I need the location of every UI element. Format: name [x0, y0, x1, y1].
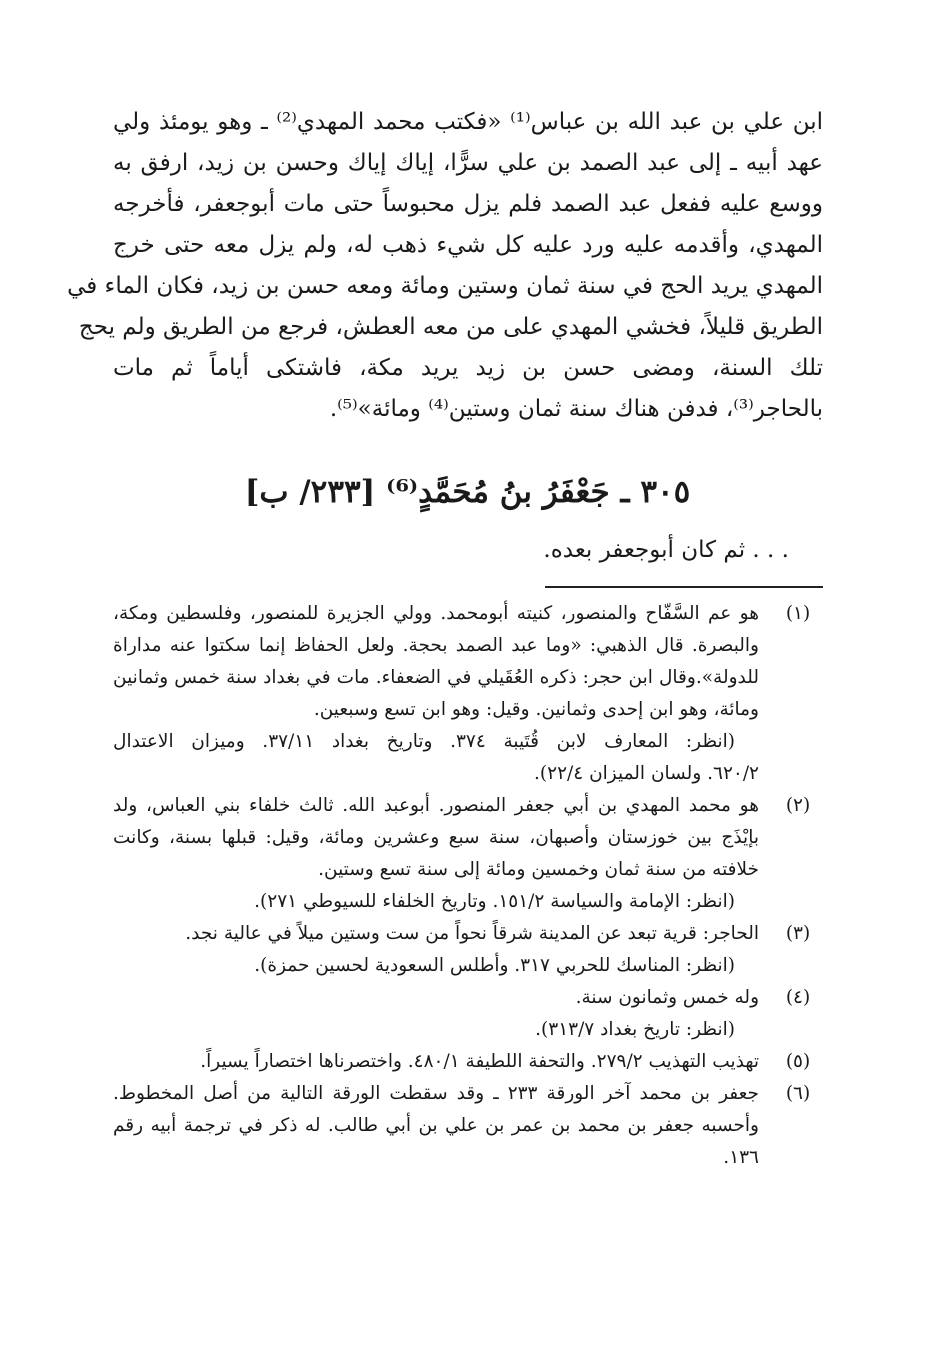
- footnotes-section: [113, 598, 823, 1174]
- footnote-3: [113, 918, 823, 982]
- footnote-line: تهذيب التهذيب ٢٧٩/٢. والتحفة اللطيفة ٤٨٠/١. واختصرناها اختصاراً يسيراً.: [200, 1051, 759, 1072]
- footnote-number: (٤): [785, 987, 811, 1008]
- footnote-number: (٦): [785, 1083, 811, 1104]
- footnote-line: ومائة، وهو ابن إحدى وثمانين. وقيل: وهو ابن تسع وسبعين.: [313, 699, 759, 720]
- footnote-source-line: (انظر: الإمامة والسياسة ١٥١/٢. وتاريخ الخلفاء للسيوطي ٢٧١).: [254, 891, 735, 912]
- footnote-line: هو محمد المهدي بن أبي جعفر المنصور. أبوعبد الله. ثالث خلفاء بني العباس، ولد: [113, 795, 759, 816]
- footnote-5: [113, 1046, 823, 1078]
- footnote-line: بإيْذَج بين خوزستان وأصبهان، سنة سبع وعشرين ومائة، وقيل: قبلها بسنة، وكانت: [113, 827, 759, 848]
- footnote-4: [113, 982, 823, 1046]
- main-text-line: الطريق قليلاً، فخشي المهدي على من معه العطش، فرجع من الطريق ولم يحج: [78, 314, 823, 340]
- main-text-line: تلك السنة، ومضى حسن بن زيد يريد مكة، فاشتكى أياماً ثم مات: [113, 355, 823, 381]
- footnote-divider: [545, 586, 823, 588]
- footnote-line: خلافته من سنة ثمان وخمسين ومائة إلى سنة تسع وستين.: [318, 859, 759, 880]
- footnote-line: وله خمس وثمانون سنة.: [575, 987, 759, 1008]
- footnote-source-line: (انظر: تاريخ بغداد ٣١٣/٧).: [535, 1019, 735, 1040]
- footnote-line: هو عم السَّفّاح والمنصور، كنيته أبومحمد. وولي الجزيرة للمنصور، وفلسطين ومكة،: [113, 603, 759, 624]
- footnote-line: وأحسبه جعفر بن محمد بن عمر بن علي بن أبي طالب. له ذكر في ترجمة أبيه رقم: [113, 1115, 759, 1136]
- footnote-line: والبصرة. قال الذهبي: «وما عبد الصمد بحجة. ولعل الحفاظ إنما سكتوا عنه مداراة: [113, 635, 759, 656]
- main-text-line: بالحاجر⁽³⁾، فدفن هناك سنة ثمان وستين⁽⁴⁾ ومائة»⁽⁵⁾.: [329, 396, 823, 422]
- main-text-line: ووسع عليه ففعل عبد الصمد فلم يزل محبوساً حتى مات أبوجعفر، فأخرجه: [113, 191, 823, 217]
- footnote-source-line: ٦٢٠/٢. ولسان الميزان ٢٢/٤).: [534, 763, 759, 784]
- footnote-number: (٢): [785, 795, 811, 816]
- footnote-line: للدولة».وقال ابن حجر: ذكره العُقَيلي في الضعفاء. مات في بغداد سنة خمس وثمانين: [113, 667, 759, 688]
- footnote-line: ١٣٦.: [723, 1147, 759, 1168]
- main-text-line: المهدي يريد الحج في سنة ثمان وستين ومائة ومعه حسن بن زيد، فكان الماء في: [67, 273, 823, 299]
- footnote-number: (٥): [785, 1051, 811, 1072]
- footnote-1: [113, 598, 823, 790]
- entry-body: . . . ثم كان أبوجعفر بعده.: [543, 537, 789, 563]
- footnote-2: [113, 790, 823, 918]
- entry-heading: ٣٠٥ ـ جَعْفَرُ بنُ مُحَمَّدٍ⁽⁶⁾ [٢٣٣/ ب]: [244, 474, 691, 510]
- main-text-line: ابن علي بن عبد الله بن عباس⁽¹⁾ «فكتب محمد المهدي⁽²⁾ ـ وهو يومئذ ولي: [113, 109, 823, 135]
- footnote-source-line: (انظر: المناسك للحربي ٣١٧. وأطلس السعودية لحسين حمزة).: [254, 955, 735, 976]
- main-text-block: [67, 102, 823, 430]
- footnote-number: (٣): [785, 923, 811, 944]
- main-text-line: المهدي، وأقدمه عليه ورد عليه كل شيء ذهب له، ولم يزل معه حتى خرج: [113, 232, 823, 258]
- footnote-line: الحاجر: قرية تبعد عن المدينة شرقاً نحواً من ست وستين ميلاً في عالية نجد.: [185, 923, 759, 944]
- footnote-line: جعفر بن محمد آخر الورقة ٢٣٣ ـ وقد سقطت الورقة التالية من أصل المخطوط.: [113, 1083, 759, 1104]
- main-text-line: عهد أبيه ـ إلى عبد الصمد بن علي سرًّا، إياك إياك وحسن بن زيد، ارفق به: [113, 150, 823, 176]
- footnote-source-line: (انظر: المعارف لابن قُتَيبة ٣٧٤. وتاريخ بغداد ٣٧/١١. وميزان الاعتدال: [113, 731, 736, 752]
- footnote-6: [113, 1078, 823, 1174]
- footnote-number: (١): [785, 603, 811, 624]
